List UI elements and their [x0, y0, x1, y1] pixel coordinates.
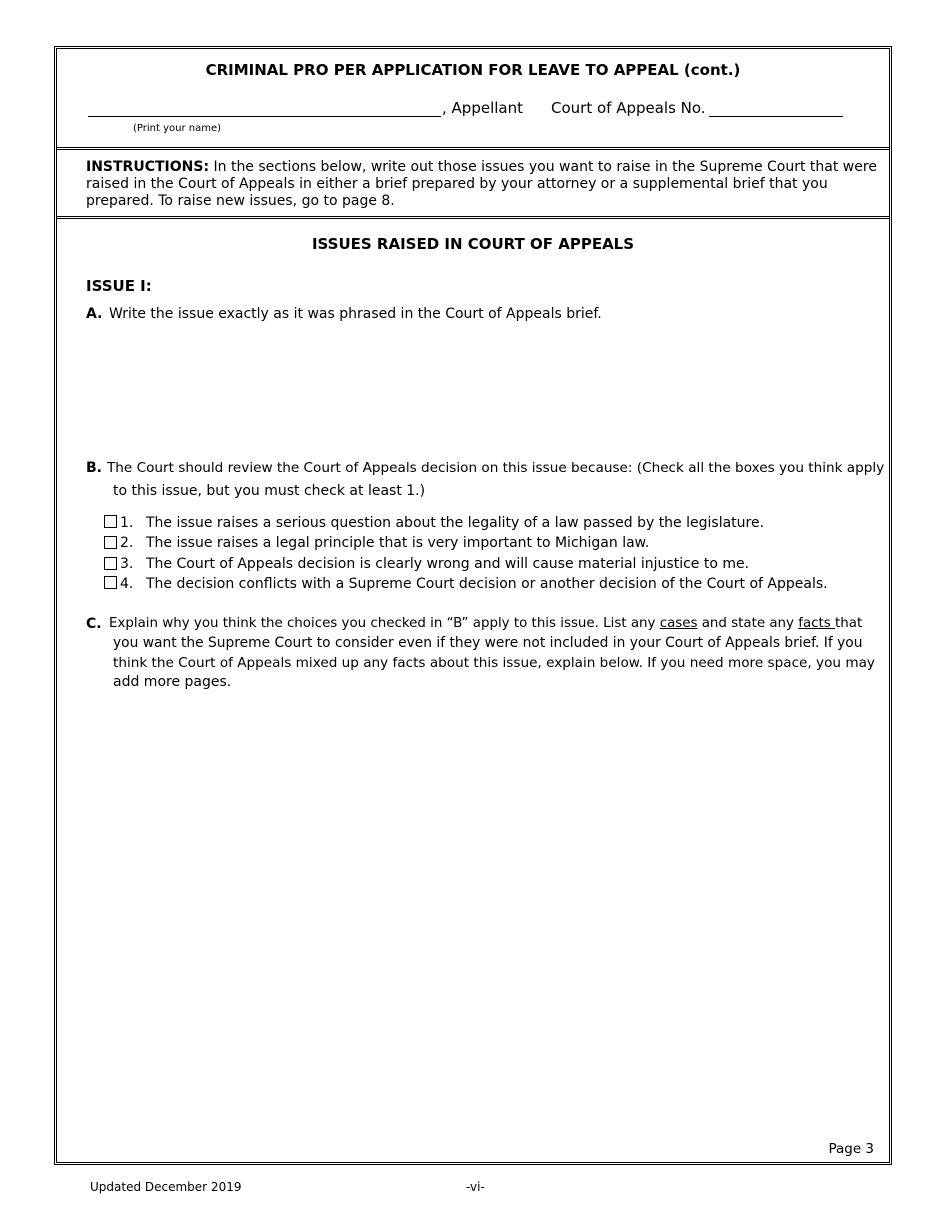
item-a-label: A. [86, 306, 103, 322]
item-b-label: B. [86, 460, 102, 476]
option-1-text: The issue raises a serious question about the legality of a law passed by the legislature. [146, 515, 765, 531]
item-c-line3: think the Court of Appeals mixed up any facts about this issue, explain below. If you need more space, you may [113, 655, 875, 671]
instructions-line2: raised in the Court of Appeals in either a brief prepared by your attorney or a supplemental brief that you [86, 176, 828, 192]
option-4-text: The decision conflicts with a Supreme Court decision or another decision of the Court of Appeals. [146, 576, 828, 592]
item-b-line1: The Court should review the Court of Appeals decision on this issue because: (Check all the boxes you think apply [107, 460, 885, 476]
option-2-number: 2. [120, 535, 134, 551]
item-c-label: C. [86, 616, 102, 632]
item-a-text: Write the issue exactly as it was phrased in the Court of Appeals brief. [109, 306, 602, 322]
issue-c-answer-area[interactable] [86, 699, 872, 1129]
form-title: CRIMINAL PRO PER APPLICATION FOR LEAVE TO APPEAL (cont.) [205, 61, 741, 79]
issue-a-answer-area[interactable] [86, 329, 872, 449]
facts-underlined: facts [798, 616, 835, 631]
option-1-checkbox[interactable] [104, 515, 117, 528]
item-c-line4: add more pages. [113, 674, 232, 690]
item-c-text-post: that [835, 616, 863, 631]
item-c-line1 [109, 616, 862, 631]
option-4-number: 4. [120, 576, 134, 592]
appellant-name-line[interactable] [88, 116, 441, 117]
option-2-checkbox[interactable] [104, 536, 117, 549]
item-b-line2: to this issue, but you must check at least 1.) [113, 483, 426, 499]
instructions-label: INSTRUCTIONS: [86, 159, 210, 175]
page-number-label: Page 3 [828, 1141, 874, 1157]
footer-updated: Updated December 2019 [90, 1180, 242, 1194]
instructions-text-1: In the sections below, write out those issues you want to raise in the Supreme Court that were [209, 159, 877, 175]
option-3-number: 3. [120, 556, 134, 572]
option-3-checkbox[interactable] [104, 557, 117, 570]
option-1-number: 1. [120, 515, 134, 531]
form-frame [54, 46, 892, 1165]
coa-no-label: Court of Appeals No. [551, 99, 706, 117]
item-c-text-pre: Explain why you think the choices you checked in “B” apply to this issue. List any [109, 616, 660, 631]
instructions-line1 [86, 159, 877, 175]
print-name-hint: (Print your name) [133, 123, 222, 134]
option-2-text: The issue raises a legal principle that is very important to Michigan law. [146, 535, 650, 551]
coa-no-line[interactable] [709, 116, 843, 117]
option-3-text: The Court of Appeals decision is clearly wrong and will cause material injustice to me. [146, 556, 750, 572]
section-heading: ISSUES RAISED IN COURT OF APPEALS [311, 235, 635, 253]
divider-2 [57, 216, 889, 219]
instructions-line3: prepared. To raise new issues, go to page 8. [86, 193, 395, 209]
issue-label: ISSUE I: [86, 277, 152, 295]
item-c-text-mid: and state any [697, 616, 799, 631]
option-4-checkbox[interactable] [104, 576, 117, 589]
appellant-label: , Appellant [442, 99, 523, 117]
item-c-line2: you want the Supreme Court to consider even if they were not included in your Court of Appeals brief. If you [113, 635, 863, 651]
cases-underlined: cases [659, 616, 698, 631]
divider-1 [57, 147, 889, 150]
footer-page-roman: -vi- [466, 1180, 485, 1194]
